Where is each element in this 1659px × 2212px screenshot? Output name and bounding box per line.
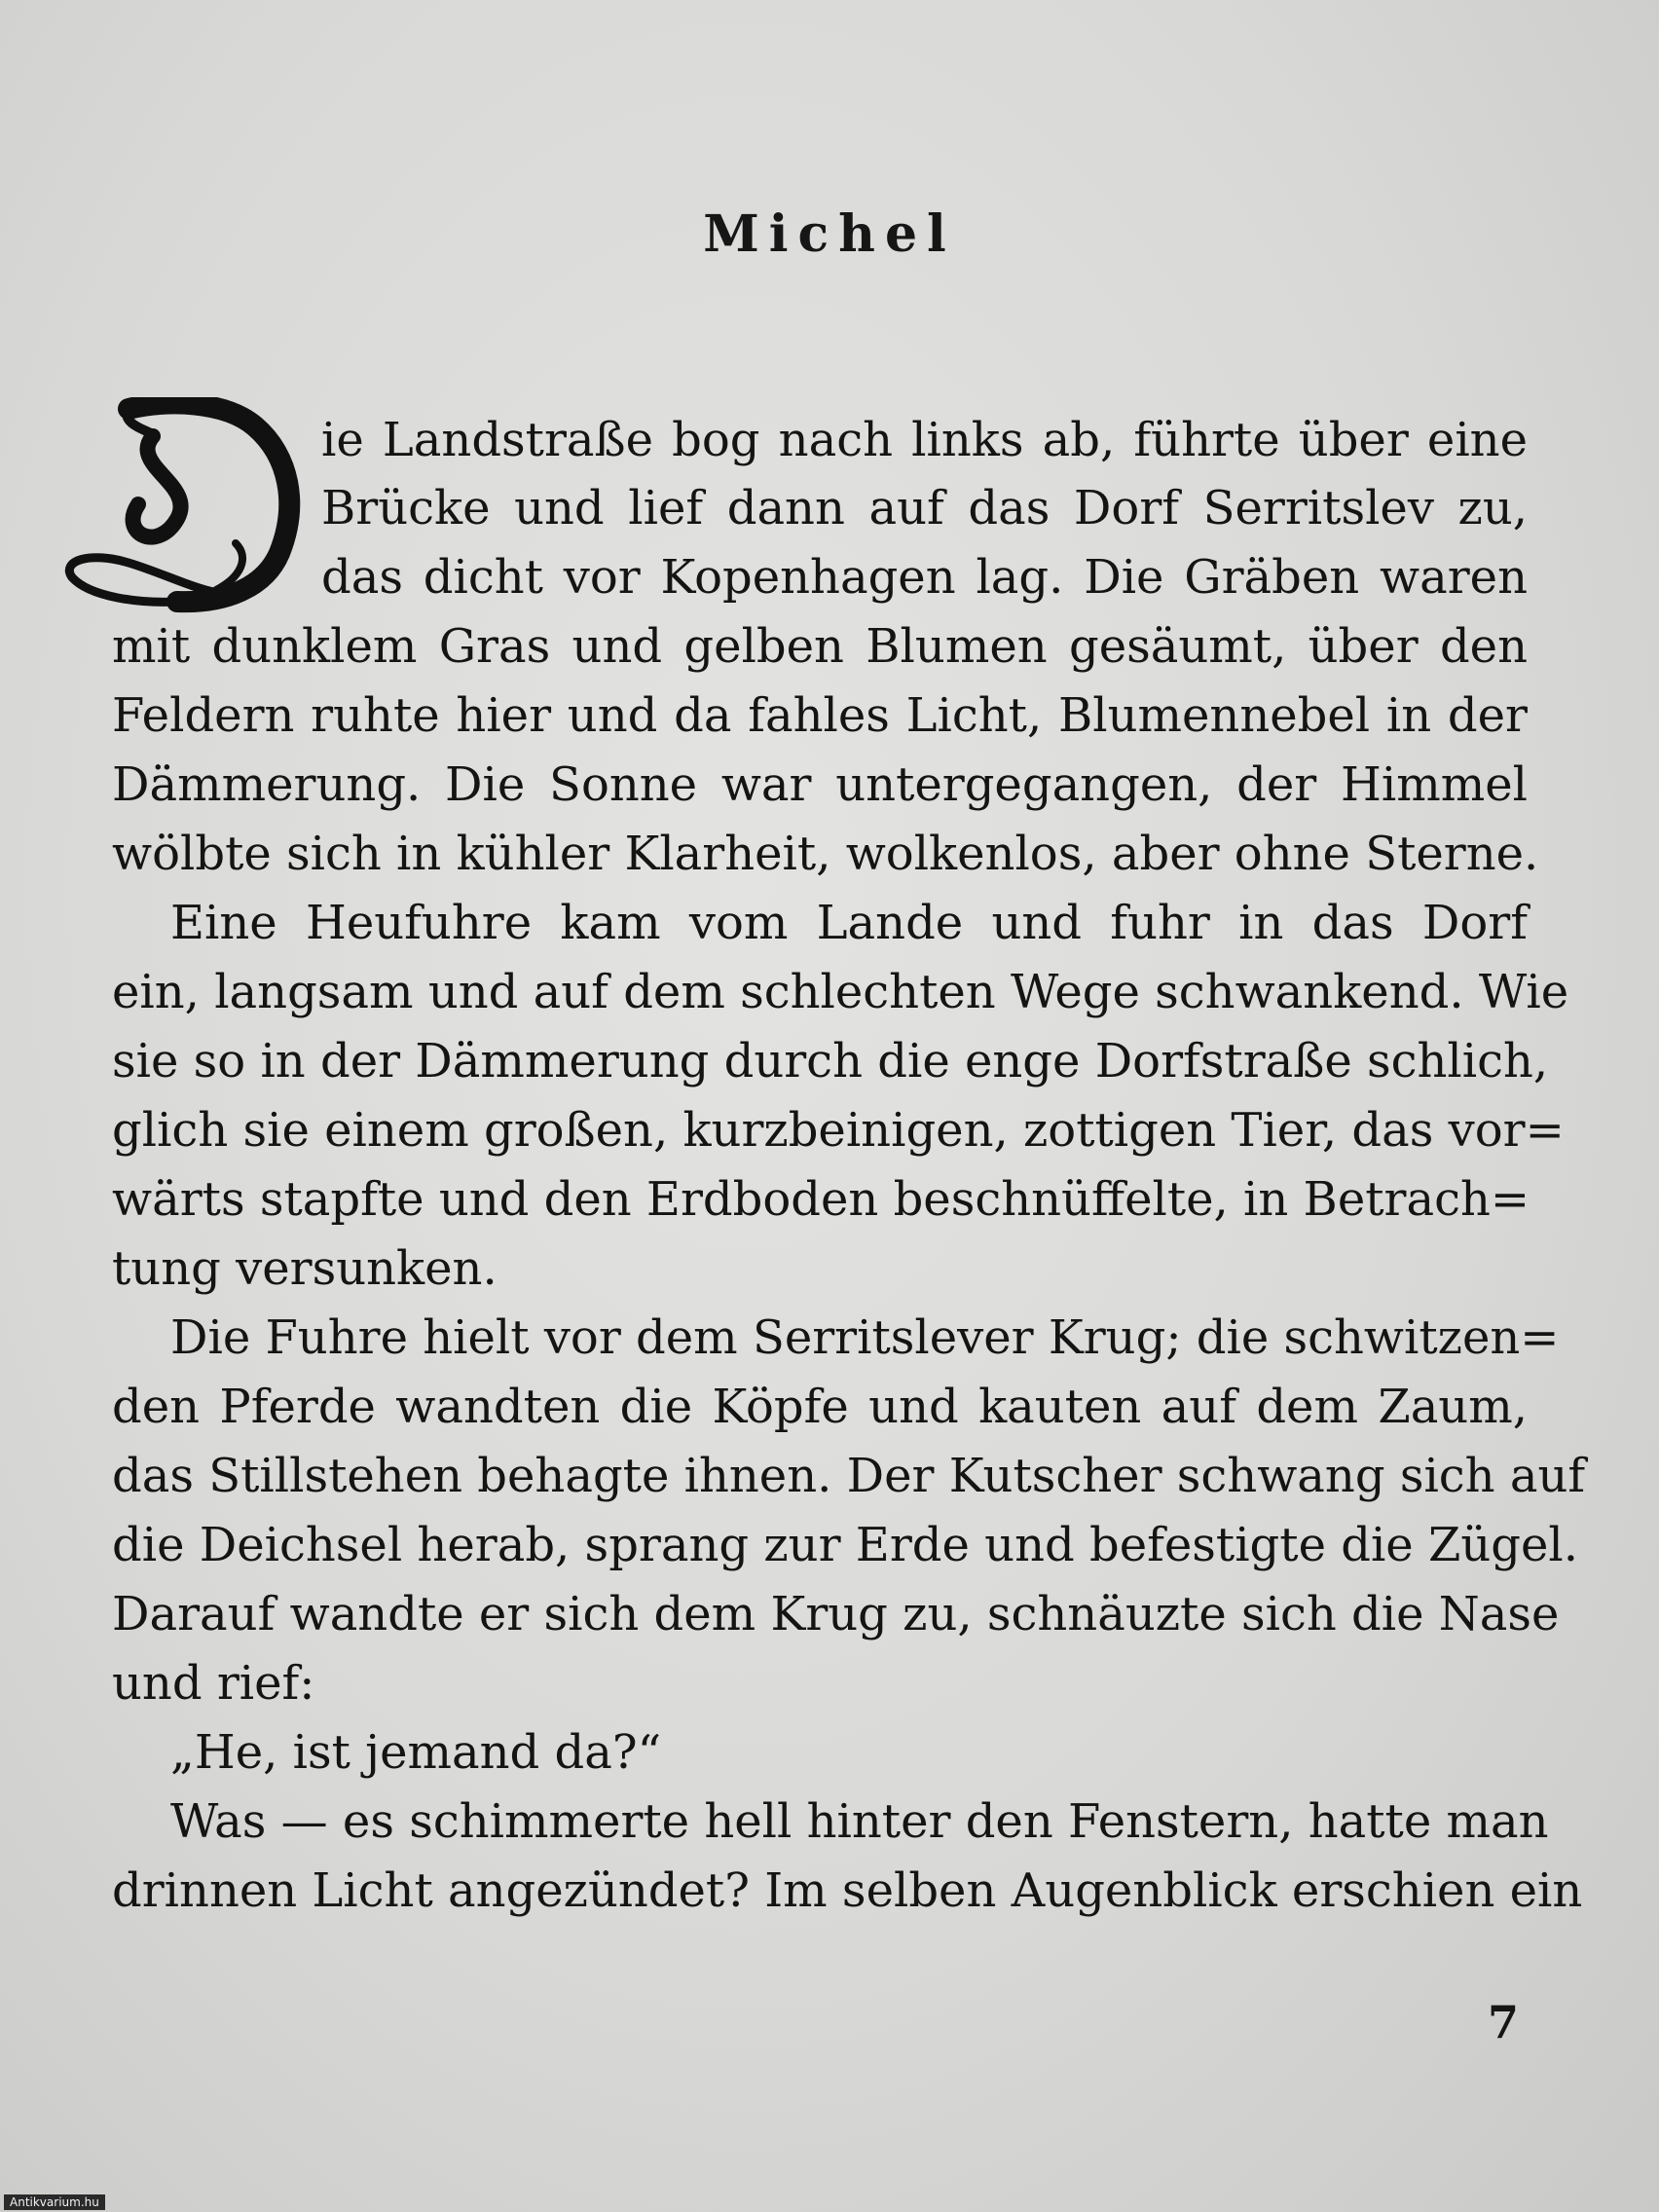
text-line-11: glich sie einem großen, kurzbeinigen, zottigen Tier, das vor= (112, 1103, 1565, 1158)
chapter-title: Michel (703, 204, 956, 264)
page-number: 7 (1488, 1996, 1520, 2048)
drop-cap-letter: D (148, 525, 166, 548)
text-line-14: Die Fuhre hielt vor dem Serritslever Krug; die schwitzen= (170, 1310, 1560, 1365)
text-line-13: tung versunken. (112, 1241, 498, 1296)
text-line-9: ein, langsam und auf dem schlechten Wege schwankend. Wie (112, 965, 1569, 1019)
text-line-6: Dämmerung. Die Sonne war untergegangen, der Himmel (112, 757, 1528, 812)
text-line-10: sie so in der Dämmerung durch die enge Dorfstraße schlich, (112, 1034, 1549, 1088)
drop-cap-ornament (60, 397, 315, 615)
text-line-21: Was — es schimmerte hell hinter den Fenstern, hatte man (170, 1794, 1549, 1849)
text-line-22: drinnen Licht angezündet? Im selben Augenblick erschien ein (112, 1863, 1583, 1918)
text-line-3: das dicht vor Kopenhagen lag. Die Gräben waren (321, 550, 1528, 605)
text-line-12: wärts stapfte und den Erdboden beschnüffelte, in Betrach= (112, 1172, 1530, 1227)
text-line-19: und rief: (112, 1656, 315, 1711)
text-line-8: Eine Heufuhre kam vom Lande und fuhr in das Dorf (170, 896, 1528, 950)
text-line-5: Feldern ruhte hier und da fahles Licht, Blumennebel in der (112, 688, 1528, 743)
text-line-1: ie Landstraße bog nach links ab, führte über eine (321, 413, 1528, 467)
text-line-7: wölbte sich in kühler Klarheit, wolkenlos, aber ohne Sterne. (112, 827, 1539, 881)
text-line-2: Brücke und lief dann auf das Dorf Serritslev zu, (321, 481, 1528, 535)
text-line-4: mit dunklem Gras und gelben Blumen gesäumt, über den (112, 619, 1528, 674)
text-line-15: den Pferde wandten die Köpfe und kauten auf dem Zaum, (112, 1380, 1528, 1434)
watermark: Antikvarium.hu (4, 2194, 105, 2210)
text-line-18: Darauf wandte er sich dem Krug zu, schnäuzte sich die Nase (112, 1587, 1560, 1641)
text-line-20: „He, ist jemand da?“ (170, 1725, 662, 1780)
text-line-16: das Stillstehen behagte ihnen. Der Kutscher schwang sich auf (112, 1449, 1586, 1503)
text-line-17: die Deichsel herab, sprang zur Erde und befestigte die Zügel. (112, 1518, 1578, 1572)
